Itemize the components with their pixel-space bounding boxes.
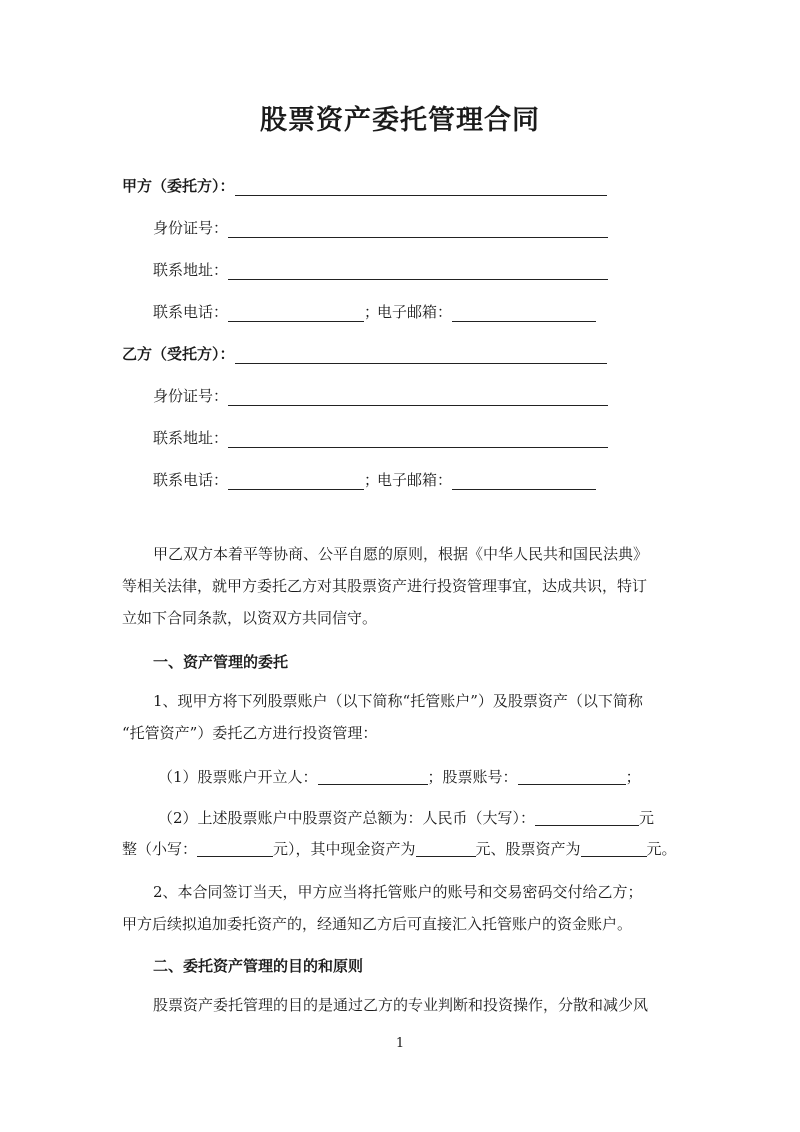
party-a-phone-label: 联系电话： [153, 303, 229, 321]
clause-2-line-2: 甲方后续拟追加委托资产的，经通知乙方后可直接汇入托管账户的资金账户。 [122, 915, 633, 933]
party-b-label: 乙方（受托方）： [122, 345, 235, 363]
item-2-lowercase-label: 整（小写： [122, 840, 198, 858]
party-a-id-label: 身份证号： [153, 219, 229, 237]
party-a-id-blank[interactable] [228, 220, 608, 238]
party-b-contact-row [153, 468, 596, 490]
amount-lowercase-blank[interactable] [197, 840, 273, 857]
party-b-address-label: 联系地址： [153, 429, 229, 447]
cash-amount-blank[interactable] [416, 840, 476, 857]
party-b-name-blank[interactable] [235, 346, 607, 364]
section-2-line-1: 股票资产委托管理的目的是通过乙方的专业判断和投资操作，分散和减少风 [153, 996, 649, 1014]
party-a-address-label: 联系地址： [153, 261, 229, 279]
party-a-separator: ； [364, 303, 380, 321]
party-a-phone-blank[interactable] [228, 304, 364, 322]
item-1-account-label: ；股票账号： [427, 768, 518, 786]
party-b-id-row [153, 384, 608, 406]
item-2-total-label: （2）上述股票账户中股票资产总额为：人民币（大写）： [158, 809, 536, 827]
section-1-heading: 一、资产管理的委托 [153, 653, 289, 671]
page-number: 1 [395, 1036, 405, 1051]
clause-1-line-2: “托管资产”）委托乙方进行投资管理： [122, 724, 378, 742]
party-b-row [122, 342, 607, 364]
party-b-phone-blank[interactable] [228, 472, 364, 490]
account-owner-blank[interactable] [318, 768, 428, 785]
item-2-line-2 [122, 838, 677, 860]
item-2-line-1 [158, 807, 654, 829]
party-a-name-blank[interactable] [235, 178, 607, 196]
party-a-address-blank[interactable] [228, 262, 608, 280]
party-b-separator: ； [364, 471, 380, 489]
intro-line-3: 立如下合同条款，以资双方共同信守。 [122, 609, 378, 627]
clause-2-line-1: 2、本合同签订当天，甲方应当将托管账户的账号和交易密码交付给乙方； [153, 883, 643, 901]
intro-line-2: 等相关法律，就甲方委托乙方对其股票资产进行投资管理事宜，达成共识，特订 [122, 577, 648, 595]
party-a-email-blank[interactable] [452, 304, 596, 322]
account-number-blank[interactable] [518, 768, 626, 785]
party-a-contact-row [153, 300, 596, 322]
party-b-phone-label: 联系电话： [153, 471, 229, 489]
item-2-end: 元。 [646, 840, 677, 858]
party-b-id-blank[interactable] [228, 388, 608, 406]
stock-amount-blank[interactable] [581, 840, 647, 857]
section-2-heading: 二、委托资产管理的目的和原则 [153, 957, 364, 975]
party-a-email-label: 电子邮箱： [377, 303, 453, 321]
party-b-address-blank[interactable] [228, 430, 608, 448]
item-2-yuan: 元 [639, 809, 655, 827]
party-b-address-row [153, 426, 608, 448]
item-2-stock-label: 元、股票资产为 [475, 840, 581, 858]
clause-1-line-1: 1、现甲方将下列股票账户（以下简称“托管账户”）及股票资产（以下简称 [153, 692, 643, 710]
party-a-address-row [153, 258, 608, 280]
amount-uppercase-blank[interactable] [535, 809, 639, 826]
item-1-end: ； [625, 768, 641, 786]
party-b-id-label: 身份证号： [153, 387, 229, 405]
party-b-email-label: 电子邮箱： [377, 471, 453, 489]
party-a-label: 甲方（委托方）： [122, 177, 235, 195]
party-b-email-blank[interactable] [452, 472, 596, 490]
party-a-id-row [153, 216, 608, 238]
item-2-cash-label: 元），其中现金资产为 [273, 840, 416, 858]
contract-title: 股票资产委托管理合同 [260, 105, 540, 136]
party-a-row [122, 174, 607, 196]
intro-line-1: 甲乙双方本着平等协商、公平自愿的原则，根据《中华人民共和国民法典》 [153, 545, 649, 563]
item-1-owner-label: （1）股票账户开立人： [158, 768, 318, 786]
item-1-line [158, 766, 641, 788]
